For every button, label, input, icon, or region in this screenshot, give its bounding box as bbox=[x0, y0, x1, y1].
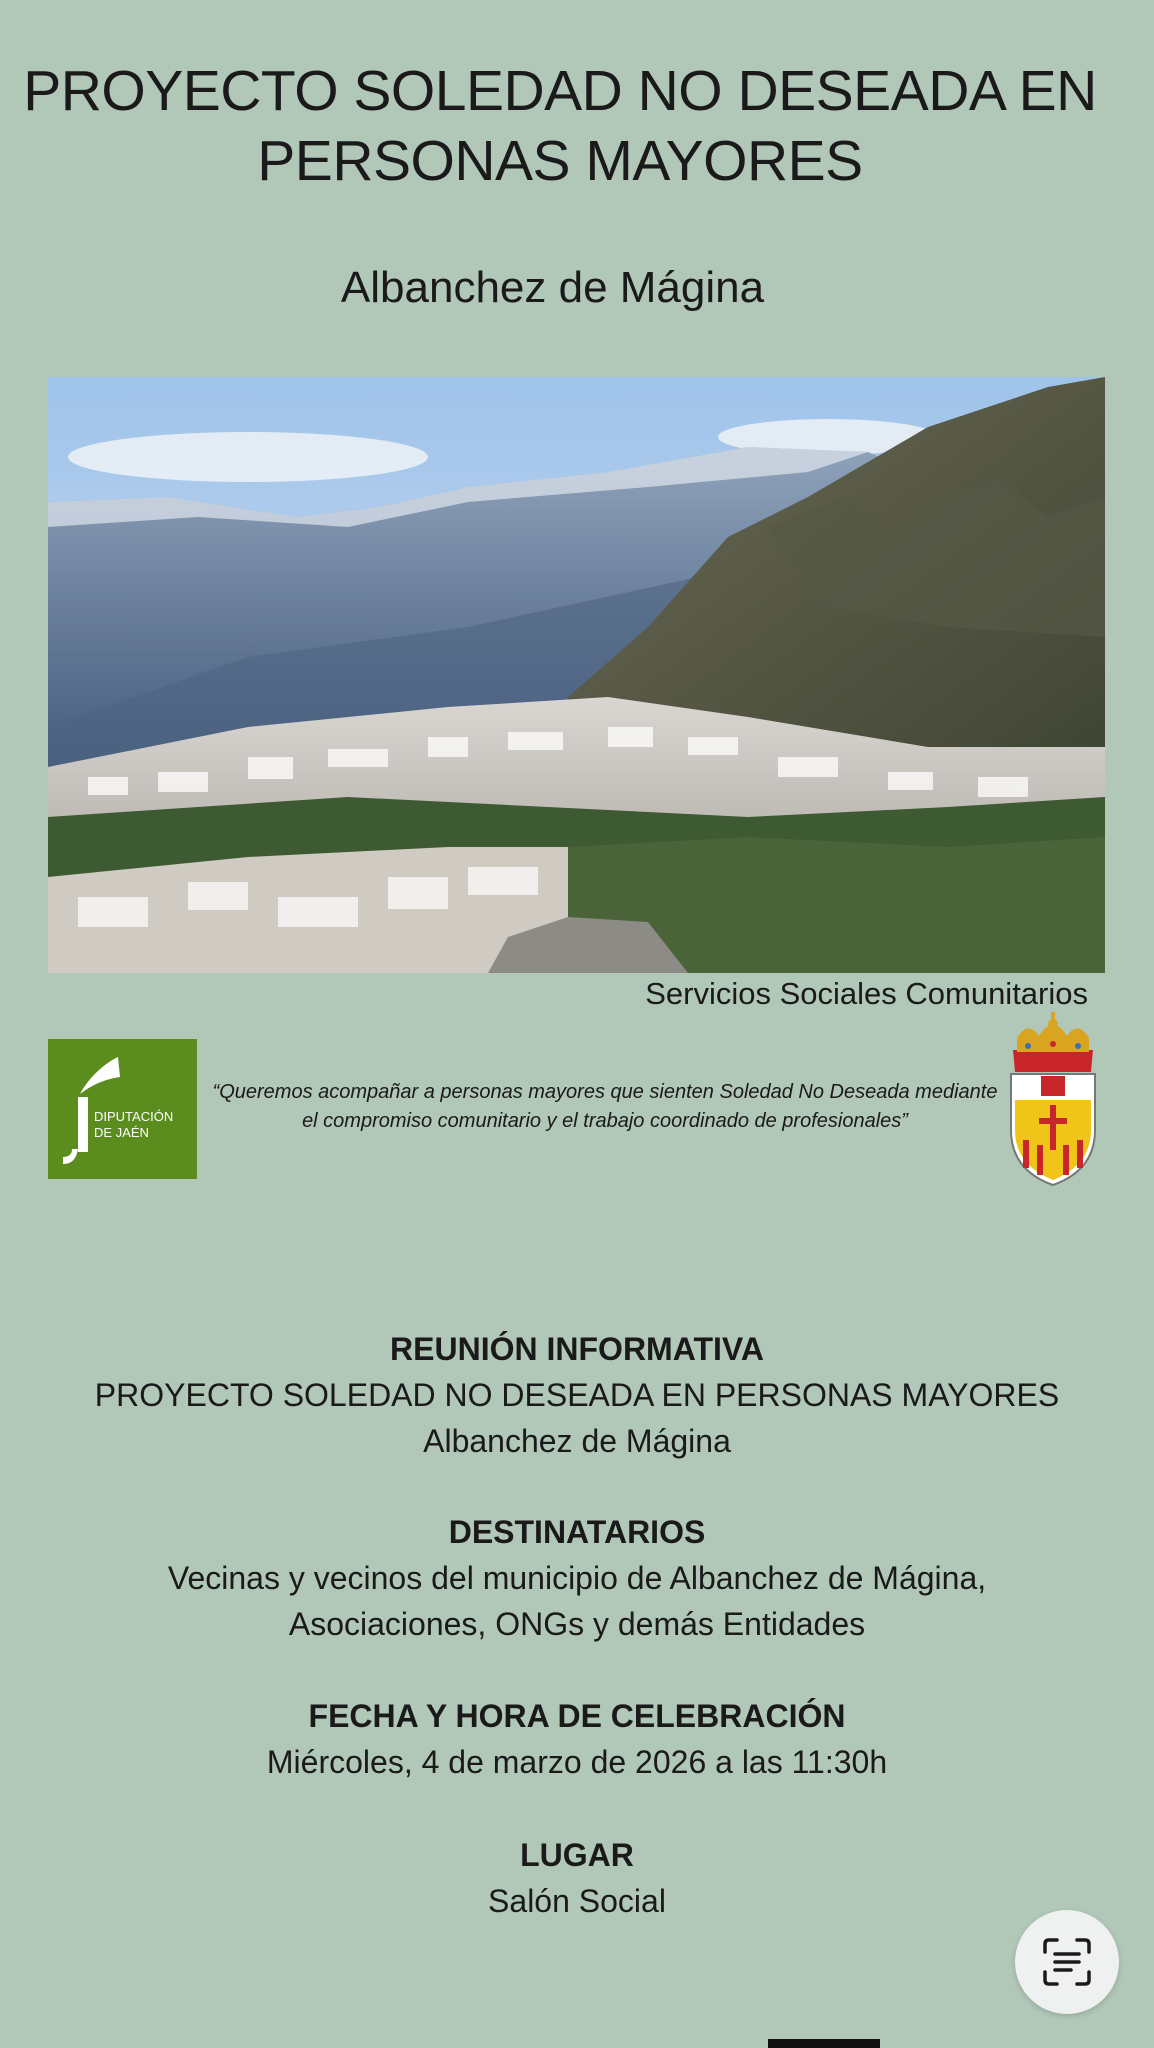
meeting-heading: REUNIÓN INFORMATIVA bbox=[390, 1331, 764, 1367]
village-photo bbox=[48, 377, 1105, 973]
recipients-heading: DESTINATARIOS bbox=[448, 1514, 706, 1550]
location-section bbox=[0, 1832, 1154, 1924]
coat-of-arms-icon bbox=[1003, 1010, 1103, 1190]
poster-title-line-1: PROYECTO SOLEDAD NO DESEADA EN bbox=[23, 59, 1097, 123]
location-value: Salón Social bbox=[488, 1883, 666, 1919]
recipients-line-2: Asociaciones, ONGs y demás Entidades bbox=[288, 1606, 866, 1642]
diputacion-jaen-logo bbox=[48, 1039, 197, 1179]
services-label: Servicios Sociales Comunitarios bbox=[645, 976, 1088, 1011]
recipients-section bbox=[0, 1509, 1154, 1647]
text-scan-icon bbox=[1041, 1936, 1093, 1988]
logo-text: DIPUTACIÓN DE JAÉN bbox=[94, 1109, 174, 1140]
meeting-project: PROYECTO SOLEDAD NO DESEADA EN PERSONAS MAYORES bbox=[94, 1377, 1060, 1413]
mission-quote: “Queremos acompañar a personas mayores que sienten Soledad No Deseada mediante el compromiso comunitario y el trabajo coordinado de profesionales” bbox=[212, 1081, 998, 1132]
meeting-section bbox=[0, 1326, 1154, 1464]
meeting-place: Albanchez de Mágina bbox=[423, 1423, 731, 1459]
location-heading: LUGAR bbox=[520, 1837, 634, 1873]
date-heading: FECHA Y HORA DE CELEBRACIÓN bbox=[308, 1698, 846, 1734]
home-indicator[interactable] bbox=[768, 2039, 880, 2048]
poster-subtitle: Albanchez de Mágina bbox=[340, 263, 765, 312]
date-value: Miércoles, 4 de marzo de 2026 a las 11:30h bbox=[266, 1744, 888, 1780]
text-scan-button[interactable] bbox=[1015, 1910, 1119, 2014]
poster-title-line-2: PERSONAS MAYORES bbox=[257, 129, 863, 193]
recipients-line-1: Vecinas y vecinos del municipio de Albanchez de Mágina, bbox=[167, 1560, 987, 1596]
date-section bbox=[0, 1693, 1154, 1785]
poster-title bbox=[20, 56, 1100, 196]
